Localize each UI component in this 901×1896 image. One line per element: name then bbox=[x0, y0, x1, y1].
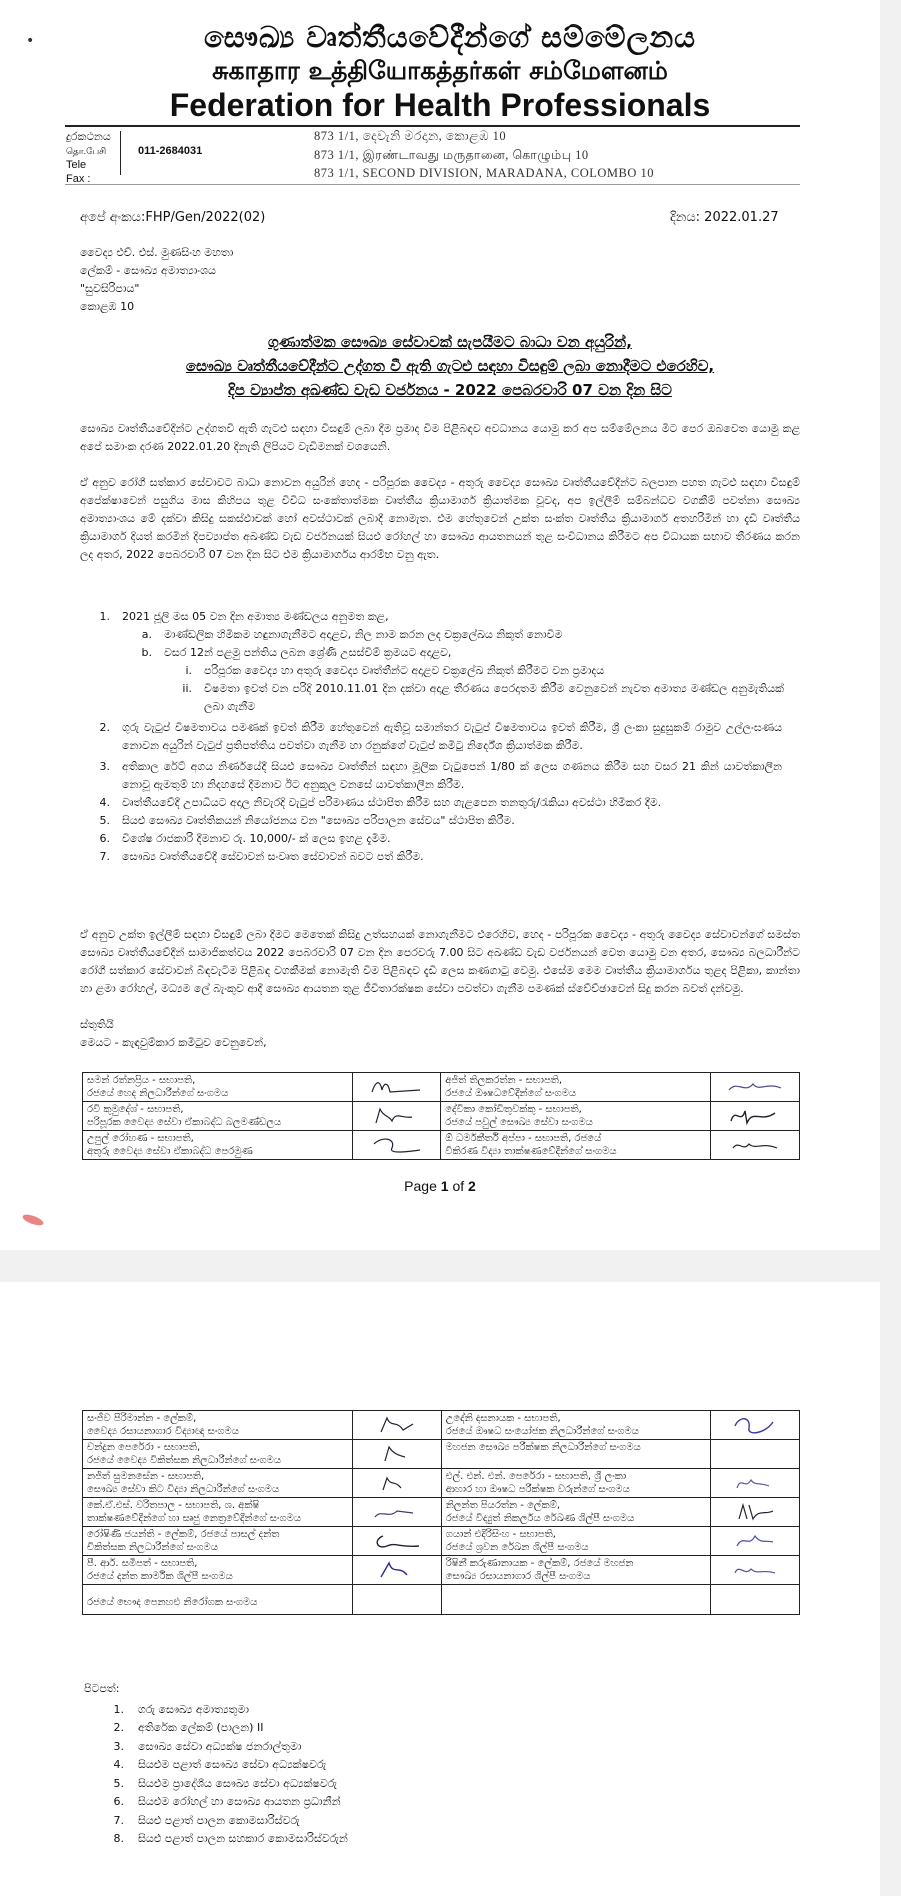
letterhead-divider bbox=[65, 125, 800, 127]
list-text: විශේෂ රාජකාරි දීමනාව රු. 10,000/- ක් ලෙස ඉහළ දැමීම. bbox=[122, 832, 391, 845]
list-item: 8. සියළු පළාත් පාලන සහකාර කොමසාරිස්වරුන් bbox=[113, 1832, 348, 1845]
signatory-right: ඕ ධර්මකීර්ති අප්පා - සභාපති, රජයේ විකිරණ විද්‍යා තාක්ෂණවේදීන්ගේ සංගමය bbox=[441, 1131, 711, 1160]
signature-cell-empty bbox=[353, 1585, 442, 1615]
list-number: 4. bbox=[99, 796, 110, 809]
signature-cell-empty bbox=[711, 1585, 800, 1615]
signature-image bbox=[352, 1102, 441, 1131]
table-row bbox=[83, 1556, 800, 1585]
signature-icon bbox=[725, 1472, 785, 1494]
signature-image bbox=[352, 1073, 441, 1102]
list-text: මාණ්ඩලික හිමිකම හඳුනාගැනීමට අදාළව, නිල නාම කරන ලද චක්‍රලේඛය නිකුත් නොවීම bbox=[164, 628, 563, 641]
copies-title: පිටපත්: bbox=[84, 1682, 120, 1695]
list-text: වෘත්තීයවේදී උපාධියට අදාල නිවැරදි වැටුප් පරිමාණය ස්ථාපිත කිරීම සහ ගැළපෙන තනතුරු/රැකියා අවස්ථා හිමිකර දීම. bbox=[122, 796, 662, 809]
signature-icon bbox=[725, 1134, 785, 1156]
closing-paragraph: ඒ අනුව උක්ත ඉල්ලීම් සඳහා විසඳුම් ලබා දීමට මෙතෙක් කිසිදු උත්සහයක් නොගැනීමට එරෙහිව, හෙද - පරිපූරක වෛද්‍ය - අතුරු වෛද්‍ය සේවාවන්ගේ සමස්ත සෞඛ්‍ය වෘත්තීයවේදීන් සාමාජිකත්වය 2022 පෙබරවාරි 07 වන දින පෙරවරු 7.00 සිට අඛණ්ඩ වැඩ වර්ජනයන් වෙත යොමු වන අතර, සෞඛ්‍ය බලධාරීන්ට රෝගී සත්කාර සේවාවන් බිඳවැටීම පිළිබඳ වගකීමක් නොමැති විම පිළිබඳව දැඩි ලෙස කණගාටු වෙමු. එසේම මෙම වෘත්තීය ක්‍රියාමාර්ගය තුළද පිළිකා, කාන්තා හා ළමා රෝහල්, මධ්‍යම ලේ බැංකුව ආදී සෞඛ්‍ය ආයතන තුළ ජීවිතාරක්ෂක සේවා පවත්වා ගැනීම පමණක් ස්වේච්ඡාවෙන් සිදු කරන බවත් දන්වමු. bbox=[80, 928, 800, 995]
subject-line: දිප ව්‍යාප්ත අඛණ්ඩ වැඩ වර්ජනය - 2022 පෙබරවාරි 07 වන දින සිට bbox=[228, 381, 672, 399]
signature-image bbox=[711, 1469, 800, 1498]
signature-image bbox=[353, 1411, 442, 1440]
list-item: 1. ගරු සෞඛ්‍ය අමාත්‍යතුමා bbox=[113, 1702, 250, 1716]
list-number: i. bbox=[185, 664, 192, 677]
table-row bbox=[83, 1498, 800, 1527]
thanks-line: ස්තුතියි bbox=[80, 1018, 114, 1031]
addressee-line: "සුවසිරිපාය" bbox=[80, 282, 140, 295]
list-item: 5. සියළුම ප්‍රාදේශීය සෞඛ්‍ය සේවා අධ්‍යක්ෂවරු bbox=[113, 1776, 337, 1790]
signature-icon bbox=[725, 1501, 785, 1523]
table-row bbox=[83, 1411, 800, 1440]
signature-image bbox=[353, 1498, 442, 1527]
letter-date: දිනය: 2022.01.27 bbox=[670, 210, 779, 225]
signatory-left: චන්ද්‍රන පෙරේරා - සභාපති, රජයේ වෛද්‍ය විකිත්සක නිලධාරීන්ගේ සංගමය bbox=[83, 1440, 353, 1469]
address-divider bbox=[65, 184, 800, 185]
letterhead-name-english: Federation for Health Professionals bbox=[169, 87, 711, 123]
addressee-block bbox=[80, 244, 233, 316]
signature-image bbox=[353, 1469, 442, 1498]
signature-icon bbox=[366, 1076, 426, 1098]
signatory-right: දේවිකා කෝඩිතුවක්කු - සභාපති, රජයේ පවුල් සෞඛ්‍ය සේවා සංගමය bbox=[441, 1102, 711, 1131]
table-row bbox=[83, 1440, 800, 1469]
contact-divider bbox=[120, 131, 121, 175]
list-number: 5. bbox=[99, 814, 110, 827]
signatory-left: රෝෂිණි ජයන්ති - ලේකම්, රජයේ පාසල් දන්ත චිකිත්සක නිලධාරීන්ගේ සංගමය bbox=[83, 1527, 353, 1556]
signatory-left: සමන් රත්නප්‍රිය - සභාපති, රජයේ හෙද නිලධාරීන්ගේ සංගමය bbox=[83, 1073, 353, 1102]
list-text: සියළු සෞඛ්‍ය වෘත්තිකයන් නියෝජනය වන "සෞඛ්‍ය පරිපාලන සේවය" ස්ථාපිත කිරීම. bbox=[122, 814, 515, 827]
signatory-left: කේ.ඒ.එස්. වරිතපාල - සභාපති, ශ. අක්ෂි තාක්ෂණවේදීන්ගේ හා සෘජු නෙත්‍රවේදීන්ගේ සංගමය bbox=[83, 1498, 353, 1527]
signature-icon bbox=[725, 1076, 785, 1098]
table-row bbox=[83, 1073, 800, 1102]
addressee-line: කොළඹ 10 bbox=[80, 300, 135, 313]
signatory-left: රවි කුමුදේශ් - සභාපති, පරිපූරක වෛද්‍ය සේවා ඒකාබද්ධ බලමණ්ඩලය bbox=[83, 1102, 353, 1131]
list-number: 6. bbox=[99, 832, 110, 845]
letterhead-name-tamil: சுகாதார உத்தியோகத்தர்கள் சம்மேளனம் bbox=[212, 56, 668, 85]
table-row bbox=[83, 1469, 800, 1498]
list-item: 6. සියළුම රෝහල් හා සෞඛ්‍ය ආයතන ප්‍රධානීන් bbox=[113, 1795, 341, 1808]
list-subsubitem bbox=[80, 662, 800, 680]
list-text: පරිපූරක වෛද්‍ය හා අතුරු වෛද්‍ය වෘත්තීන්ට අදාළව චක්‍රලේඛ නිකුත් කිරීමට වන ප්‍රමාදය bbox=[204, 664, 605, 677]
signature-icon bbox=[367, 1530, 427, 1552]
signature-icon bbox=[366, 1105, 426, 1127]
signature-icon bbox=[367, 1414, 427, 1436]
table-row bbox=[83, 1102, 800, 1131]
signatories-table-page-1 bbox=[82, 1072, 800, 1160]
on-behalf-line: මෙයට - කැඳවුම්කාර කමිටුව වෙනුවෙන්, bbox=[80, 1036, 267, 1049]
list-subitem bbox=[80, 626, 800, 644]
list-number: ii. bbox=[182, 682, 192, 695]
address-sinhala: 873 1/1, දෙවැනි මරදාන, කොළඹ 10 bbox=[314, 129, 507, 143]
list-subsubitem bbox=[80, 680, 800, 716]
label-phone-ta: தொ.பேசி bbox=[66, 146, 107, 156]
signatory-right: අජිත් තිලකරත්න - සභාපති, රජයේ ඖෂධවේදීන්ගේ සංගමය bbox=[441, 1073, 711, 1102]
list-item bbox=[80, 848, 800, 866]
reference-number: අපේ අංකය:FHP/Gen/2022(02) bbox=[80, 210, 266, 225]
signatory-right bbox=[441, 1585, 711, 1615]
list-number: 3. bbox=[99, 760, 110, 773]
signature-image bbox=[353, 1556, 442, 1585]
signatory-right: නිලන්ත පියරත්න - ලේකම්, රජයේ විද්‍යුත් නිකර්ලය රේඛණ ශිල්පී සංගමය bbox=[441, 1498, 711, 1527]
signature-icon bbox=[725, 1414, 785, 1436]
signature-image bbox=[711, 1527, 800, 1556]
contact-labels bbox=[66, 130, 111, 186]
label-fax: Fax : bbox=[66, 173, 91, 185]
address-english: 873 1/1, SECOND DIVISION, MARADANA, COLOMBO 10 bbox=[314, 166, 655, 180]
signature-icon bbox=[367, 1443, 427, 1465]
subject-line: සෞඛ්‍ය වෘත්තීයවේදීන්ට උද්ගත වී ඇති ගැටළු සඳහා විසඳුම් ලබා නොදීමට එරෙහිව, bbox=[185, 357, 715, 375]
page-number: Page 1 of 2 bbox=[404, 1178, 476, 1194]
table-row bbox=[83, 1527, 800, 1556]
addressee-line: ලේකම් - සෞඛ්‍ය අමාත්‍යාංශය bbox=[80, 264, 216, 277]
signatory-left: නජිත් සුමනසේන - සභාපති, සෞඛ්‍ය සේවා කිට විද්‍යා නිලධාරීන්ගේ සංගමය bbox=[83, 1469, 353, 1498]
list-item: 4. සියළුම පළාත් සෞඛ්‍ය සේවා අධ්‍යක්ෂවරු bbox=[113, 1758, 327, 1771]
addressee-line: වෛද්‍ය එච්. එස්. මුණසිංහ මහතා bbox=[80, 246, 234, 259]
list-subitem bbox=[80, 644, 800, 662]
list-number: 2. bbox=[99, 721, 110, 734]
list-item bbox=[80, 719, 800, 755]
phone-number: 011-2684031 bbox=[138, 145, 203, 157]
subject-heading bbox=[100, 330, 800, 402]
signature-icon bbox=[725, 1105, 785, 1127]
list-text: අතිකාල රේට් අගය නිර්ණයේදී සියළු සෞඛ්‍ය වෘත්තීන් සඳහා මූලික වැටුපෙන් 1/80 ක් ලෙස ගණනය කිරීම සහ වසර 21 කින් යාවත්කාලීන නොවූ ඇමතුම් හා නිදහසේ දීමනාව ඊට අනුකූල වනසේ යාවත්කාලීන කිරීම. bbox=[122, 760, 782, 791]
signature-cell-empty bbox=[711, 1440, 800, 1469]
copies-list bbox=[84, 1680, 348, 1849]
list-number: 1. bbox=[99, 610, 110, 623]
signature-image bbox=[711, 1102, 800, 1131]
list-text: විෂමතා ඉවත් වන පරිදි 2010.11.01 දින දක්වා අදාළ තීරණය පෙරදාතම කිරීම වෙනුවෙන් නැවත අමාත්‍ය මණ්ඩල අනුමැතියක් ලබා ගැනීම bbox=[204, 682, 784, 713]
signature-image bbox=[353, 1527, 442, 1556]
signature-image bbox=[711, 1498, 800, 1527]
list-item: 2. අතිරේක ලේකම් (පාලන) II bbox=[113, 1721, 264, 1734]
signature-icon bbox=[725, 1559, 785, 1581]
signature-image bbox=[711, 1556, 800, 1585]
list-text: වසර 12න් පළමු පන්තිය ලබන ශ්‍රේණි උසස්වීම් ක්‍රමයට අදාළව, bbox=[164, 646, 452, 659]
red-ink-mark bbox=[21, 1212, 44, 1227]
list-text: ගුරු වැටුප් විෂමතාවය පමණක් ඉවත් කිරීම හේතුවෙන් ඇතිවූ සමාන්තර වැටුප් විෂමතාවය ඉවත් කිරීම, ශ්‍රී ලංකා සුදුසුකම් රාමුව උල්ලංඝණය නොවන අයුරින් වැටුප් ප්‍රතිපත්තිය පවත්වා ගැනීම හා රනුක්ගේ වැටුප් කමිටු නිර්දේශ ක්‍රියාත්මක කිරීම. bbox=[122, 721, 782, 752]
letterhead-name-sinhala: සෞඛ්‍ය වෘත්තීයවේදීන්ගේ සම්මේලනය bbox=[204, 20, 696, 54]
table-row bbox=[83, 1585, 800, 1615]
list-item: 3. සෞඛ්‍ය සේවා අධ්‍යක්ෂ ජනරාල්තුමා bbox=[113, 1739, 302, 1753]
signatory-right: රිෂිනී කරුණානායක - ලේකම්, රජයේ මහජන සෞඛ්‍ය රසායනාගාර ශිල්පී සංගමය bbox=[441, 1556, 711, 1585]
list-item bbox=[80, 794, 800, 812]
signatory-right: උදේනි දසනායක - සභාපති, රජයේ ඖෂධ සංයෝජක නිලධාරීන්ගේ සංගමය bbox=[441, 1411, 711, 1440]
signature-image bbox=[353, 1440, 442, 1469]
table-row bbox=[83, 1131, 800, 1160]
signature-icon bbox=[367, 1559, 427, 1581]
intro-paragraph: සෞඛ්‍ය වෘත්තීයවේදීන්ට උද්ගතවී ඇති ගැටළු සඳහා විසඳුම් ලබා දීම ප්‍රමාද වීම පිළිබඳව අවධානය යොමු කර අප සම්මේලනය මීට පෙර ඔබවෙත යොමු කළ අපේ සමාංක දරණ 2022.01.20 දිනැති ලිපියට වැඩිමනක් වශයෙනි. bbox=[80, 422, 800, 453]
demands-list bbox=[80, 608, 800, 866]
signatory-right: එල්. එන්. එන්. පෙරේරා - සභාපති, ශ්‍රී ලංකා ආහාර හා ඖෂධ පරීක්ෂක වරුන්ගේ සංගමය bbox=[441, 1469, 711, 1498]
label-tele: Tele bbox=[66, 159, 87, 171]
signature-icon bbox=[725, 1530, 785, 1552]
signatory-right: ගයාන් එදිරිසිංහ - සභාපති, රජයේ ශ්‍රවන රේඛන ශිල්පී සංගමය bbox=[441, 1527, 711, 1556]
stray-mark: • bbox=[26, 33, 35, 49]
subject-line: ගුණාත්මක සෞඛ්‍ය සේවාවක් සැපයීමට බාධා වන අයුරින්, bbox=[268, 333, 632, 351]
label-phone-si: දුරකථනය bbox=[66, 131, 111, 143]
signatory-right: මහජන සෞඛ්‍ය පරීක්ෂක නිලධාරීන්ගේ සංගමය bbox=[441, 1440, 711, 1469]
signature-icon bbox=[366, 1134, 426, 1156]
list-item bbox=[80, 830, 800, 848]
signature-image bbox=[711, 1411, 800, 1440]
signatories-table-page-2 bbox=[82, 1410, 800, 1615]
list-item bbox=[80, 758, 800, 794]
signatory-left: සංජීව පිරිමාන්න - ලේකම්, වෛද්‍ය රසායනාගාර විද්‍යාඥ සංගමය bbox=[83, 1411, 353, 1440]
list-number: b. bbox=[141, 646, 152, 659]
list-number: a. bbox=[141, 628, 152, 641]
signatory-left: රජයේ භෞද පෙනහළු නිරෝගක සංගමය bbox=[83, 1585, 353, 1615]
signature-image bbox=[711, 1131, 800, 1160]
signature-icon bbox=[367, 1472, 427, 1494]
signature-icon bbox=[367, 1501, 427, 1523]
list-item: 7. සියළු පළාත් පාලන කොමසාරිස්වරු bbox=[113, 1813, 300, 1827]
address-tamil: 873 1/1, இரண்டாவது மருதானை, கொழும்பு 10 bbox=[314, 148, 589, 162]
list-number: 7. bbox=[99, 850, 110, 863]
signatory-left: උපුල් රෝහණ - සභාපති, අතුරු වෛද්‍ය සේවා ඒකාබද්ධ පෙරමුණ bbox=[83, 1131, 353, 1160]
list-text: 2021 ජූලි මස 05 වන දින අමාත්‍ය මණ්ඩලය අනුමත කළ, bbox=[122, 610, 389, 623]
list-item bbox=[80, 812, 800, 830]
signature-image bbox=[711, 1073, 800, 1102]
list-text: සෞඛ්‍ය වෘත්තීයවේදී සේවාවන් සංවෘත සේවාවන් බවට පත් කිරීම. bbox=[122, 850, 424, 863]
body-paragraph: ඒ අනුව රෝගී සත්කාර සේවාවට බාධා නොවන අයුරින් හෙද - පරිපූරක වෛද්‍ය - අතුරු වෛද්‍ය සෞඛ්‍ය වෘත්තීයවේදීන්ට බලපාන පහත ගැටළු සඳහා විසඳුම් අපේක්ෂාවෙන් පසුගිය මාස කිහිපය තුළ විවිධ සංකේතාත්මක වෘත්තීය ක්‍රියාමාර්ග ක්‍රියාත්මක වූවද, අප ඉල්ලීම් සම්බන්ධව වගකීම් පවත්නා සෞඛ්‍ය අමාත්‍යාංශය මේ දක්වා කිසිදු සකස්ඵාචක් හෝ අවස්ථාවක් ලබාදී නොමැත. එම හේතුවෙන් උක්ත සංක්ත වෘත්තීය ක්‍රියාමාර්ග අතහරිමින් හා දැඩි වෘත්තීය ක්‍රියාමාර්ග දියත් කරමින් දිපව්‍යාප්ත අඛණ්ඩ වැඩ වර්ජනයක් සියළු රෝහල් හා සෞඛ්‍ය ආයතනයන් තුළ සංවිධානය කිරීමට අප විධායක සභාව තීරණය කරන ලද අතර, 2022 පෙබරවාරි 07 වන දින සිට එම ක්‍රියාමාර්ගය ආරම්භ වනු ඇත. bbox=[80, 476, 800, 561]
list-item bbox=[80, 608, 800, 626]
signatory-left: පී. ආර්. සමීපත් - සභාපති, රජයේ දන්ත කාර්මික ශිල්පී සංගමය bbox=[83, 1556, 353, 1585]
signature-image bbox=[352, 1131, 441, 1160]
